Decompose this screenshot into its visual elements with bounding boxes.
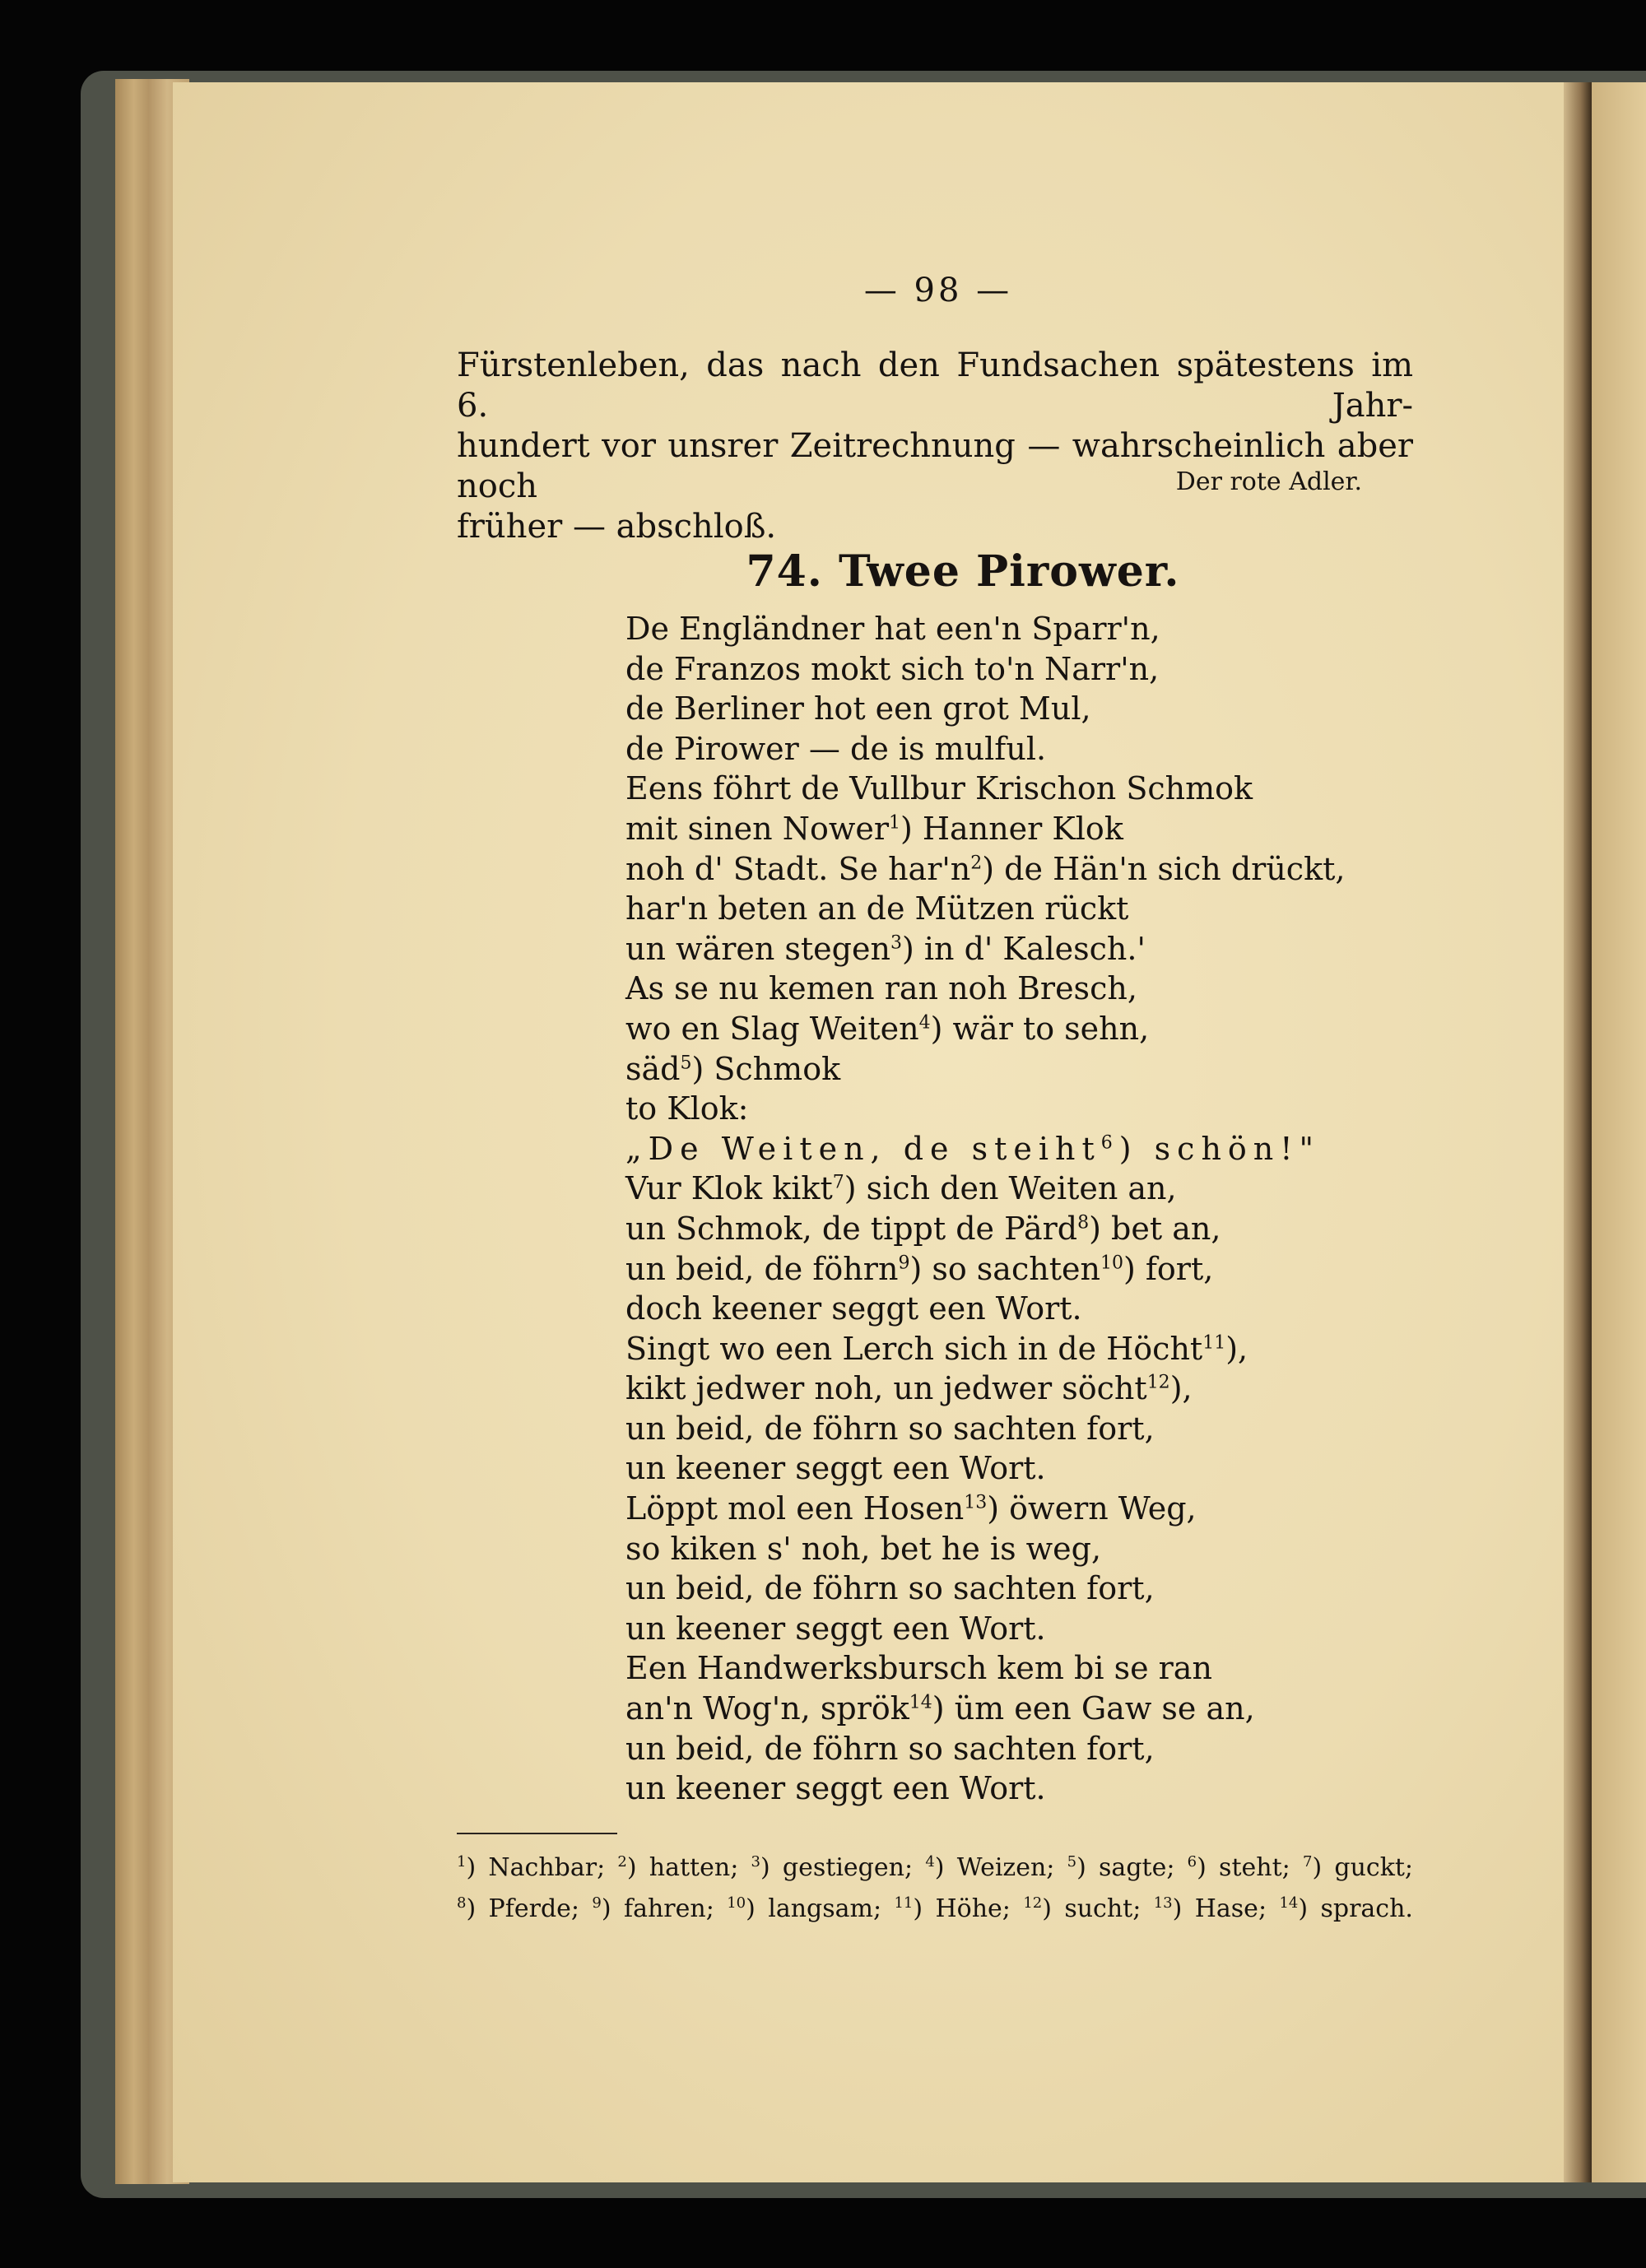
poem-text: un beid, de föhrn so sachten fort,	[625, 1410, 1155, 1447]
poem-line	[625, 689, 1366, 729]
footnote-marker: 12	[1146, 1372, 1170, 1393]
poem-line	[625, 1049, 1366, 1090]
poem-line	[625, 1249, 1366, 1290]
footnote-item	[457, 1894, 579, 1923]
poem-line	[625, 1648, 1366, 1689]
footnote-number: 6	[1187, 1853, 1197, 1871]
poem-text: ) schön!"	[1118, 1130, 1321, 1167]
poem-text: un Schmok, de tippt de Pärd	[625, 1210, 1078, 1247]
poem-text: so kiken s' noh, bet he is weg,	[625, 1530, 1102, 1567]
poem-text: un keener seggt een Wort.	[625, 1450, 1046, 1487]
poem-line	[625, 1448, 1366, 1489]
book-spine	[1564, 82, 1592, 2182]
poem-text: to Klok:	[625, 1090, 749, 1127]
poem-line	[625, 1289, 1366, 1329]
facing-page-edge	[1592, 82, 1646, 2182]
poem-text: an'n Wog'n, sprök	[625, 1690, 909, 1727]
footnotes	[457, 1847, 1413, 1930]
poem-text: un keener seggt een Wort.	[625, 1770, 1046, 1807]
poem-line	[625, 1209, 1366, 1249]
footnote-marker: 13	[964, 1492, 988, 1513]
poem-text: Eens föhrt de Vullbur Krischon Schmok	[625, 770, 1253, 807]
footnote-item	[1067, 1853, 1175, 1882]
footnote-item	[1279, 1894, 1413, 1923]
poem-text: ) Schmok	[691, 1050, 841, 1087]
footnote-marker: 14	[909, 1692, 932, 1713]
poem-line	[625, 849, 1366, 890]
footnote-marker: 1	[889, 812, 901, 834]
poem-line	[625, 769, 1366, 809]
poem-text: de Franzos mokt sich to'n Narr'n,	[625, 650, 1160, 687]
poem-line	[625, 1689, 1366, 1729]
footnote-item	[894, 1894, 1010, 1923]
poem-text: As se nu kemen ran noh Bresch,	[625, 970, 1137, 1007]
poem-text: säd	[625, 1050, 681, 1087]
footnote-text: ) Höhe;	[913, 1894, 1011, 1923]
poem-text: ) wär to sehn,	[930, 1010, 1150, 1047]
poem-line	[625, 1009, 1366, 1049]
poem-text: ) so sachten	[909, 1250, 1100, 1287]
footnote-text: ) sucht;	[1042, 1894, 1142, 1923]
footnote-marker: 5	[680, 1052, 692, 1073]
poem-line	[625, 1329, 1366, 1369]
poem-text: ) in d' Kalesch.'	[901, 930, 1146, 967]
poem-text: ) de Hän'n sich drückt,	[982, 850, 1346, 887]
footnote-text: ) Weizen;	[934, 1853, 1055, 1882]
poem-text: un wären stegen	[625, 930, 890, 967]
poem-title: 74. Twee Pirower.	[746, 546, 1180, 597]
poem-line	[625, 1729, 1366, 1769]
poem-line	[625, 1609, 1366, 1649]
footnote-number: 9	[592, 1894, 602, 1912]
poem-text: wo en Slag Weiten	[625, 1010, 919, 1047]
poem-text: De Engländner hat een'n Sparr'n,	[625, 611, 1160, 647]
poem-line	[625, 609, 1366, 649]
poem-line	[625, 809, 1366, 849]
poem-line	[625, 729, 1366, 769]
footnote-marker: 8	[1077, 1212, 1090, 1234]
footnote-text: ) sagte;	[1076, 1853, 1175, 1882]
footnote-text: ) langsam;	[746, 1894, 882, 1923]
footnote-number: 13	[1153, 1894, 1173, 1912]
page-number: — 98 —	[863, 272, 1013, 309]
poem-text: ) öwern Weg,	[987, 1490, 1197, 1527]
paragraph-line: früher — abschloß.	[457, 508, 777, 546]
footnote-number: 12	[1023, 1894, 1043, 1912]
footnote-text: ) sprach.	[1298, 1894, 1413, 1923]
footnote-number: 3	[751, 1853, 760, 1871]
poem-text: mit sinen Nower	[625, 810, 890, 847]
footnote-item	[1154, 1894, 1267, 1923]
footnote-item	[1023, 1894, 1141, 1923]
poem-text: „De Weiten, de steiht	[625, 1130, 1101, 1167]
footnote-line	[457, 1889, 1413, 1930]
poem-text: un beid, de föhrn so sachten fort,	[625, 1570, 1155, 1607]
paragraph	[457, 346, 1413, 547]
poem-text: doch keener seggt een Wort.	[625, 1290, 1082, 1327]
poem-text: un beid, de föhrn	[625, 1250, 899, 1287]
footnote-marker: 11	[1202, 1332, 1226, 1354]
footnote-text: ) guckt;	[1312, 1853, 1414, 1882]
poem-text: de Pirower — de is mulful.	[625, 730, 1047, 767]
footnote-marker: 3	[890, 932, 902, 954]
poem-text: de Berliner hot een grot Mul,	[625, 690, 1091, 727]
poem-text: un keener seggt een Wort.	[625, 1610, 1046, 1647]
footnote-number: 1	[457, 1853, 467, 1871]
paragraph-line: Fürstenleben, das nach den Fundsachen spätestens im 6. Jahr-	[457, 346, 1413, 425]
poem-text: kikt jedwer noh, un jedwer söcht	[625, 1370, 1147, 1407]
footnote-number: 7	[1302, 1853, 1313, 1871]
poem-line	[625, 889, 1366, 929]
footnote-number: 14	[1279, 1894, 1299, 1912]
footnote-marker: 6	[1100, 1132, 1119, 1154]
poem	[625, 609, 1366, 1809]
footnote-rule	[457, 1833, 617, 1834]
footnote-item	[1303, 1853, 1413, 1882]
poem-line	[625, 1768, 1366, 1809]
poem-text: Löppt mol een Hosen	[625, 1490, 965, 1527]
footnote-marker: 7	[832, 1172, 844, 1193]
paragraph-line: hundert vor unsrer Zeitrechnung — wahrscheinlich aber noch	[457, 427, 1413, 505]
poem-text: ) fort,	[1123, 1250, 1214, 1287]
poem-text: ),	[1225, 1330, 1248, 1367]
poem-text: ) sich den Weiten an,	[844, 1170, 1177, 1207]
footnote-marker: 2	[970, 852, 983, 873]
footnote-item	[592, 1894, 714, 1923]
footnote-item	[457, 1853, 605, 1882]
footnote-text: ) fahren;	[601, 1894, 714, 1923]
footnote-item	[1188, 1853, 1290, 1882]
signature: Der rote Adler.	[1175, 467, 1362, 496]
footnote-number: 5	[1067, 1853, 1077, 1871]
poem-line	[625, 1169, 1366, 1209]
footnote-item	[751, 1853, 914, 1882]
poem-line	[625, 1369, 1366, 1409]
poem-text: ),	[1169, 1370, 1193, 1407]
poem-line	[625, 929, 1366, 969]
poem-line	[625, 649, 1366, 690]
poem-text: un beid, de föhrn so sachten fort,	[625, 1730, 1155, 1767]
footnote-text: ) Nachbar;	[466, 1853, 606, 1882]
poem-text: har'n beten an de Mützen rückt	[625, 890, 1129, 927]
poem-text: Een Handwerksbursch kem bi se ran	[625, 1650, 1212, 1687]
poem-text: ) bet an,	[1089, 1210, 1221, 1247]
poem-line	[625, 1129, 1366, 1169]
poem-line	[625, 1089, 1366, 1129]
poem-text: noh d' Stadt. Se har'n	[625, 850, 971, 887]
footnote-marker: 4	[918, 1012, 931, 1034]
poem-text: Singt wo een Lerch sich in de Höcht	[625, 1330, 1203, 1367]
footnote-item	[617, 1853, 738, 1882]
footnote-text: ) gestiegen;	[760, 1853, 914, 1882]
footnote-text: ) hatten;	[626, 1853, 739, 1882]
footnote-number: 11	[894, 1894, 914, 1912]
poem-text: ) üm een Gaw se an,	[932, 1690, 1255, 1727]
footnote-marker: 10	[1100, 1252, 1123, 1273]
footnote-line	[457, 1847, 1413, 1889]
footnote-text: ) steht;	[1197, 1853, 1290, 1882]
footnote-item	[727, 1894, 881, 1923]
footnote-text: ) Hase;	[1172, 1894, 1267, 1923]
poem-line	[625, 1569, 1366, 1609]
footnote-number: 10	[727, 1894, 746, 1912]
footnote-item	[925, 1853, 1054, 1882]
footnote-text: ) Pferde;	[466, 1894, 580, 1923]
poem-line	[625, 1489, 1366, 1529]
poem-line	[625, 1409, 1366, 1449]
poem-line	[625, 969, 1366, 1009]
footnote-number: 2	[617, 1853, 627, 1871]
poem-line	[625, 1529, 1366, 1569]
footnote-number: 8	[457, 1894, 467, 1912]
poem-text: ) Hanner Klok	[900, 810, 1123, 847]
poem-text: Vur Klok kikt	[625, 1170, 833, 1207]
footnote-marker: 9	[898, 1252, 910, 1273]
footnote-number: 4	[925, 1853, 935, 1871]
